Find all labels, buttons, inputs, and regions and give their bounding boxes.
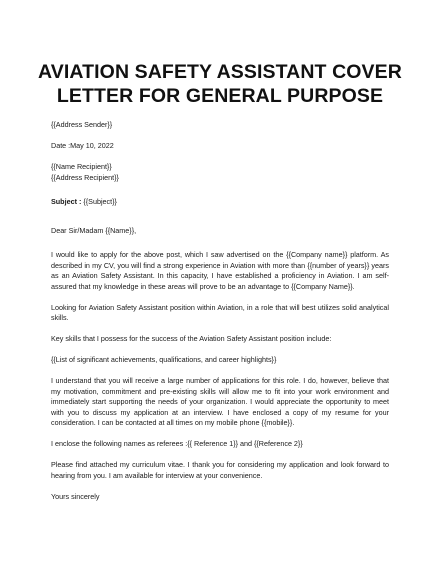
name-recipient: {{Name Recipient}}	[51, 162, 112, 171]
subject-value: {{Subject}}	[81, 197, 117, 206]
paragraph-objective: Looking for Aviation Safety Assistant position within Aviation, in a role that will best utilizes solid analytical skills.	[51, 302, 389, 322]
paragraph-intro: I would like to apply for the above post, which I saw advertised on the {{Company name}} platform. As described in my CV, you will find a strong experience in Aviation with more than {{number of years}} years as an Aviation Safety Assistant. In this capacity, I have established a proficiency in Aviation. I am self-assured that my knowledge in these areas will prove to be an advantage to {{Company Name}}.	[51, 250, 389, 291]
letter-date: Date :May 10, 2022	[51, 141, 114, 150]
sign-off: Yours sincerely	[51, 491, 100, 501]
subject-label: Subject :	[51, 197, 82, 206]
paragraph-motivation: I understand that you will receive a large number of applications for this role. I do, however, believe that my motivation, commitment and pre-existing skills will allow me to fit into your work environment and immediately start supporting the needs of your organization. I would appreciate the opportunity to meet with you to discuss my application at an interview. I have enclosed a copy of my resume for your consideration. I can be contacted at all times on my mobile phone {{mobile}}.	[51, 376, 389, 427]
document-title	[30, 60, 410, 108]
address-recipient: {{Address Recipient}}	[51, 172, 119, 182]
address-sender: {{Address Sender}}	[51, 120, 113, 129]
title-line-2: LETTER FOR GENERAL PURPOSE	[56, 85, 384, 107]
paragraph-key-skills: Key skills that I possess for the success of the Aviation Safety Assistant position include:	[51, 334, 332, 343]
salutation: Dear Sir/Madam {{Name}},	[51, 225, 137, 235]
paragraph-closing: Please find attached my curriculum vitae. I thank you for considering my application and look forward to hearing from you. I am available for interview at your convenience.	[51, 460, 389, 480]
title-line-1: AVIATION SAFETY ASSISTANT COVER	[38, 61, 402, 83]
letter-body	[51, 120, 389, 502]
subject-line	[51, 197, 389, 208]
paragraph-referees: I enclose the following names as referees :{{ Reference 1}} and {{Reference 2}}	[51, 439, 303, 448]
paragraph-achievements: {{List of significant achievements, qualifications, and career highlights}}	[51, 355, 277, 364]
